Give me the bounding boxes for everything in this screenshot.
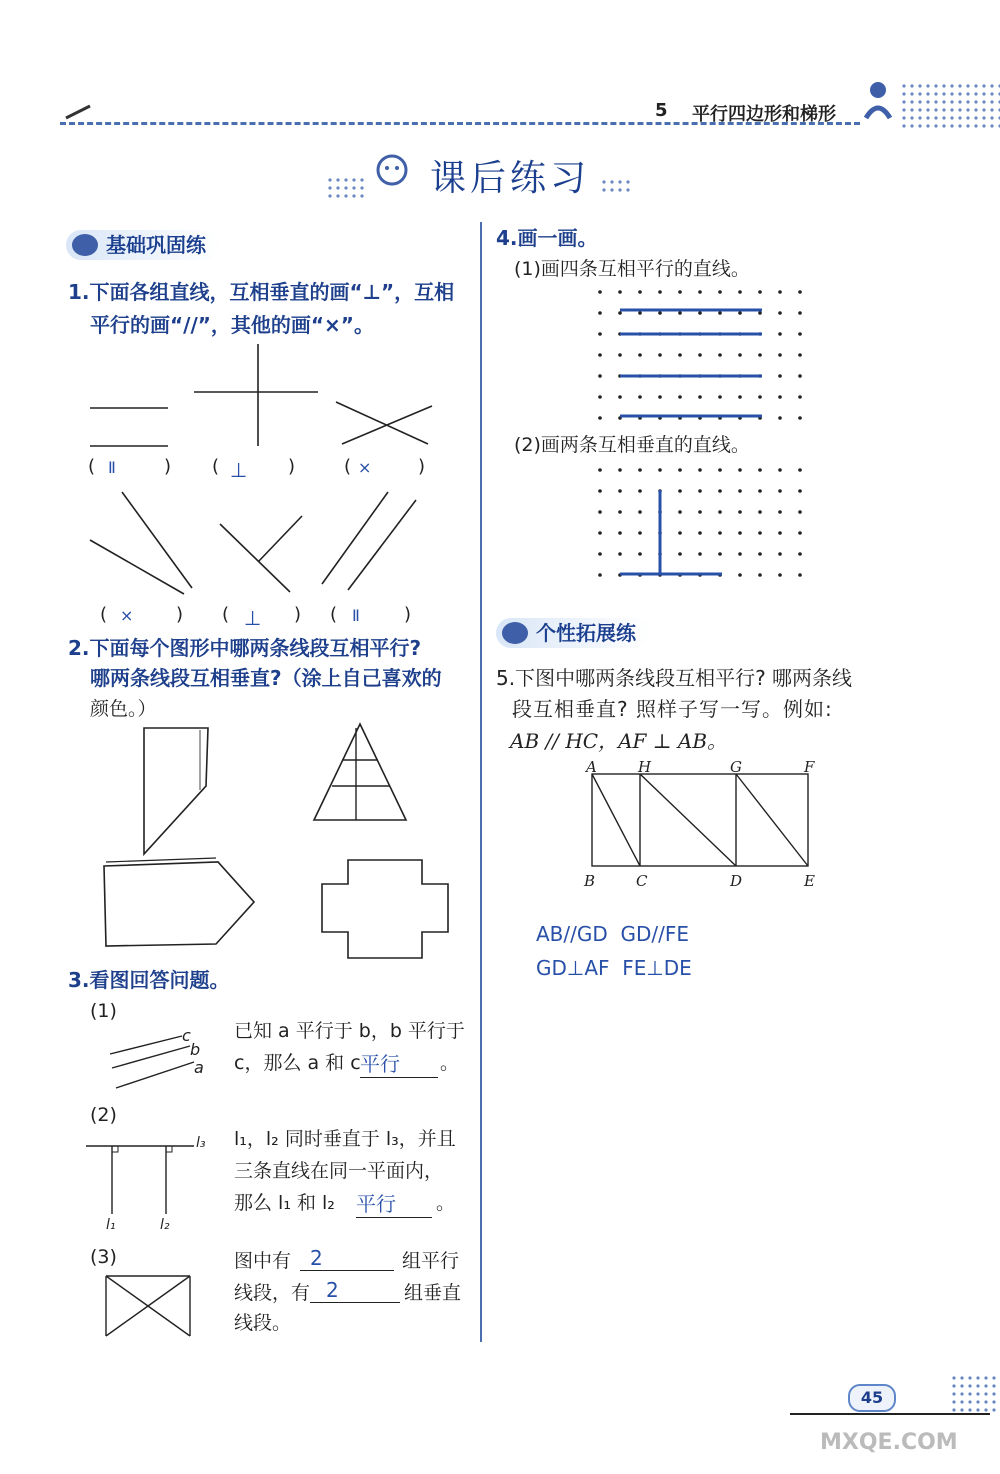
q2-line1: 2.下面每个图形中哪两条线段互相平行? xyxy=(68,636,422,660)
grid-dot xyxy=(658,290,662,294)
q3-p3-line1-prefix: 图中有 xyxy=(234,1250,292,1272)
q5-line2: 段互相垂直? 照样子写一写。例如: xyxy=(512,697,833,721)
q1-answer-3[interactable]: × xyxy=(358,458,372,477)
grid-dot xyxy=(658,311,662,315)
grid-dot xyxy=(798,416,802,420)
q1-answer-4[interactable]: × xyxy=(120,606,134,625)
page-number: 45 xyxy=(848,1384,896,1412)
footer-dot-pattern xyxy=(950,1374,996,1414)
q3-p2-line2: 三条直线在同一平面内， xyxy=(234,1160,444,1182)
grid-dot xyxy=(618,468,622,472)
grid-dot xyxy=(598,489,602,493)
q1-paren-2-close: ) xyxy=(288,456,296,477)
grid-dot xyxy=(698,353,702,357)
grid-dot xyxy=(598,353,602,357)
q3-p3-answer2[interactable]: 2 xyxy=(310,1278,400,1303)
q3-p2-answer[interactable]: 平行 xyxy=(356,1188,432,1218)
grid-dot xyxy=(618,510,622,514)
grid-dot xyxy=(798,489,802,493)
grid-dot xyxy=(738,468,742,472)
grid-dot xyxy=(758,311,762,315)
grid-dot xyxy=(778,290,782,294)
grid-dot xyxy=(778,374,782,378)
grid-dot xyxy=(778,573,782,577)
q3-p1-label-a: a xyxy=(194,1058,204,1077)
grid-dot xyxy=(718,311,722,315)
badge-extend: 个性拓展练 xyxy=(496,618,650,648)
q3-p3-line1-suffix: 组平行 xyxy=(402,1250,460,1272)
grid-dot xyxy=(798,353,802,357)
grid-dot xyxy=(658,353,662,357)
grid-dot xyxy=(678,510,682,514)
grid-dot xyxy=(798,552,802,556)
q3-p1-label-c: c xyxy=(182,1026,191,1045)
grid-dot xyxy=(698,311,702,315)
q5-answer-perpendicular[interactable]: GD⊥AF FE⊥DE xyxy=(536,956,692,980)
q1-answer-1[interactable]: Ⅱ xyxy=(108,458,116,477)
grid-dot xyxy=(678,290,682,294)
q3-p2-end: 。 xyxy=(436,1192,456,1214)
grid-dot xyxy=(598,374,602,378)
title-mascot-icon xyxy=(362,150,422,196)
grid-dot xyxy=(798,395,802,399)
q5-label-F: F xyxy=(804,758,815,776)
q5-label-B: B xyxy=(584,872,596,890)
grid-dot xyxy=(598,332,602,336)
title-dot-left xyxy=(326,176,366,198)
q1-paren-1-close: ) xyxy=(164,456,172,477)
q5-example: AB // HC，AF ⊥ AB。 xyxy=(510,729,728,753)
q5-label-H: H xyxy=(638,758,652,776)
column-divider xyxy=(480,222,482,1342)
q3-p3-figure xyxy=(102,1272,198,1340)
q5-line1: 5.下图中哪两条线段互相平行? 哪两条线 xyxy=(496,666,853,690)
grid-dot xyxy=(718,395,722,399)
q4-grid-1 xyxy=(592,284,812,434)
q3-p1-line1: 已知 a 平行于 b，b 平行于 xyxy=(234,1020,465,1042)
title-dot-right xyxy=(600,178,634,194)
q1-answer-6[interactable]: Ⅱ xyxy=(352,606,360,625)
grid-dot xyxy=(778,489,782,493)
q3-p3-line2-prefix: 线段，有 xyxy=(234,1282,311,1304)
q2-line2: 哪两条线段互相垂直?（涂上自己喜欢的 xyxy=(90,666,442,690)
q1-answer-5[interactable]: ⊥ xyxy=(244,606,262,630)
q5-label-C: C xyxy=(636,872,648,890)
grid-dot xyxy=(778,311,782,315)
grid-dot xyxy=(678,489,682,493)
grid-dot xyxy=(778,468,782,472)
grid-dot xyxy=(718,510,722,514)
grid-dot xyxy=(718,290,722,294)
q1-answer-2[interactable]: ⊥ xyxy=(230,458,248,482)
q5-label-D: D xyxy=(730,872,743,890)
q3-p2-line1: l₁，l₂ 同时垂直于 l₃，并且 xyxy=(234,1128,456,1150)
grid-dot xyxy=(738,510,742,514)
grid-dot xyxy=(718,531,722,535)
grid-dot xyxy=(678,531,682,535)
q3-p1-end: 。 xyxy=(440,1052,460,1074)
grid-dot xyxy=(798,531,802,535)
q1-line2: 平行的画“//”，其他的画“×”。 xyxy=(90,313,374,337)
grid-dot xyxy=(678,311,682,315)
q1-paren-4: ( xyxy=(100,604,108,625)
grid-dot xyxy=(598,416,602,420)
grid-dot xyxy=(758,395,762,399)
q1-paren-4-close: ) xyxy=(176,604,184,625)
grid-dot xyxy=(638,531,642,535)
q4-title: 4.画一画。 xyxy=(496,226,598,250)
q3-p1-label-b: b xyxy=(190,1040,201,1059)
q3-p2-label-l1: l₁ xyxy=(106,1217,116,1233)
grid-dot xyxy=(778,353,782,357)
grid-dot xyxy=(718,353,722,357)
grid-dot xyxy=(778,531,782,535)
grid-dot xyxy=(718,552,722,556)
badge-basic: 基础巩固练 xyxy=(66,230,220,260)
q3-p1-num: (1) xyxy=(90,1000,117,1022)
grid-dot xyxy=(638,311,642,315)
grid-dot xyxy=(618,290,622,294)
q5-label-G: G xyxy=(730,758,742,776)
q3-p2-line3-prefix: 那么 l₁ 和 l₂ xyxy=(234,1192,335,1214)
grid-dot xyxy=(758,510,762,514)
q5-label-E: E xyxy=(804,872,815,890)
q3-p2-label-l2: l₂ xyxy=(160,1217,170,1233)
grid-dot xyxy=(738,290,742,294)
grid-dot xyxy=(598,531,602,535)
grid-dot xyxy=(658,468,662,472)
grid-dot xyxy=(598,290,602,294)
q3-p2-num: (2) xyxy=(90,1104,117,1126)
q3-p3-num: (3) xyxy=(90,1246,117,1268)
grid-dot xyxy=(598,311,602,315)
q3-p3-line3: 线段。 xyxy=(234,1312,292,1334)
q3-p2-label-l3: l₃ xyxy=(196,1135,206,1151)
grid-dot xyxy=(718,489,722,493)
grid-dot xyxy=(618,353,622,357)
grid-dot xyxy=(638,552,642,556)
grid-dot xyxy=(658,395,662,399)
q3-p3-line2-suffix: 组垂直 xyxy=(404,1282,462,1304)
grid-dot xyxy=(618,395,622,399)
header-pen-icon xyxy=(64,104,92,120)
grid-dot xyxy=(798,374,802,378)
grid-dot xyxy=(678,468,682,472)
q1-paren-6-close: ) xyxy=(404,604,412,625)
grid-dot xyxy=(758,552,762,556)
grid-dot xyxy=(698,395,702,399)
grid-dot xyxy=(678,395,682,399)
grid-dot xyxy=(778,395,782,399)
header-dot-pattern xyxy=(900,82,1000,128)
q3-p1-answer[interactable]: 平行 xyxy=(360,1048,438,1078)
grid-dot xyxy=(638,468,642,472)
grid-dot xyxy=(798,573,802,577)
q3-p2-lines xyxy=(82,1130,212,1230)
q1-paren-5: ( xyxy=(222,604,230,625)
q1-paren-2: ( xyxy=(212,456,220,477)
grid-dot xyxy=(738,531,742,535)
grid-dot xyxy=(738,489,742,493)
q4-grid-2 xyxy=(592,462,812,586)
grid-dot xyxy=(798,468,802,472)
grid-dot xyxy=(638,353,642,357)
q5-figure xyxy=(580,756,830,896)
header-chapter: 5 xyxy=(655,100,668,121)
q1-paren-3: ( xyxy=(344,456,352,477)
grid-dot xyxy=(758,468,762,472)
grid-dot xyxy=(638,489,642,493)
grid-dot xyxy=(758,489,762,493)
grid-dot xyxy=(718,468,722,472)
grid-dot xyxy=(678,552,682,556)
grid-dot xyxy=(618,489,622,493)
q5-answer-parallel[interactable]: AB//GD GD//FE xyxy=(536,922,690,946)
grid-dot xyxy=(758,531,762,535)
q3-p3-answer1[interactable]: 2 xyxy=(300,1246,394,1271)
grid-dot xyxy=(598,510,602,514)
grid-dot xyxy=(758,573,762,577)
q4-sub1: (1)画四条互相平行的直线。 xyxy=(514,258,750,280)
q4-sub2: (2)画两条互相垂直的直线。 xyxy=(514,434,750,456)
q2-figures xyxy=(96,720,466,960)
q1-paren-5-close: ) xyxy=(294,604,302,625)
grid-dot xyxy=(738,552,742,556)
section-title: 课后练习 xyxy=(430,158,591,199)
grid-dot xyxy=(598,468,602,472)
watermark-text: MXQE.COM xyxy=(820,1430,958,1455)
grid-dot xyxy=(758,290,762,294)
grid-dot xyxy=(758,353,762,357)
header-chapter-title: 平行四边形和梯形 xyxy=(692,104,836,125)
grid-dot xyxy=(698,552,702,556)
grid-dot xyxy=(738,353,742,357)
grid-dot xyxy=(638,510,642,514)
grid-dot xyxy=(778,552,782,556)
grid-dot xyxy=(798,290,802,294)
q3-p1-line2-prefix: c，那么 a 和 c xyxy=(234,1052,361,1074)
q1-paren-1: ( xyxy=(88,456,96,477)
grid-dot xyxy=(798,311,802,315)
grid-dot xyxy=(778,416,782,420)
grid-dot xyxy=(638,290,642,294)
grid-dot xyxy=(598,573,602,577)
grid-dot xyxy=(738,395,742,399)
grid-dot xyxy=(678,353,682,357)
q1-paren-6: ( xyxy=(330,604,338,625)
grid-dot xyxy=(618,531,622,535)
grid-dot xyxy=(778,332,782,336)
grid-dot xyxy=(738,311,742,315)
q1-line1: 1.下面各组直线，互相垂直的画“⊥”，互相 xyxy=(68,280,455,304)
grid-dot xyxy=(698,468,702,472)
grid-dot xyxy=(778,510,782,514)
grid-dot xyxy=(798,332,802,336)
grid-dot xyxy=(698,531,702,535)
q3-title: 3.看图回答问题。 xyxy=(68,968,230,992)
grid-dot xyxy=(798,510,802,514)
header-mascot-icon xyxy=(856,78,900,126)
q1-paren-3-close: ) xyxy=(418,456,426,477)
grid-dot xyxy=(698,489,702,493)
grid-dot xyxy=(618,311,622,315)
grid-dot xyxy=(698,290,702,294)
grid-dot xyxy=(618,552,622,556)
q1-figures xyxy=(80,340,460,630)
q5-label-A: A xyxy=(586,758,597,776)
grid-dot xyxy=(598,552,602,556)
grid-dot xyxy=(638,395,642,399)
grid-dot xyxy=(598,395,602,399)
q2-line3: 颜色。） xyxy=(90,698,157,720)
grid-dot xyxy=(738,573,742,577)
grid-dot xyxy=(698,510,702,514)
